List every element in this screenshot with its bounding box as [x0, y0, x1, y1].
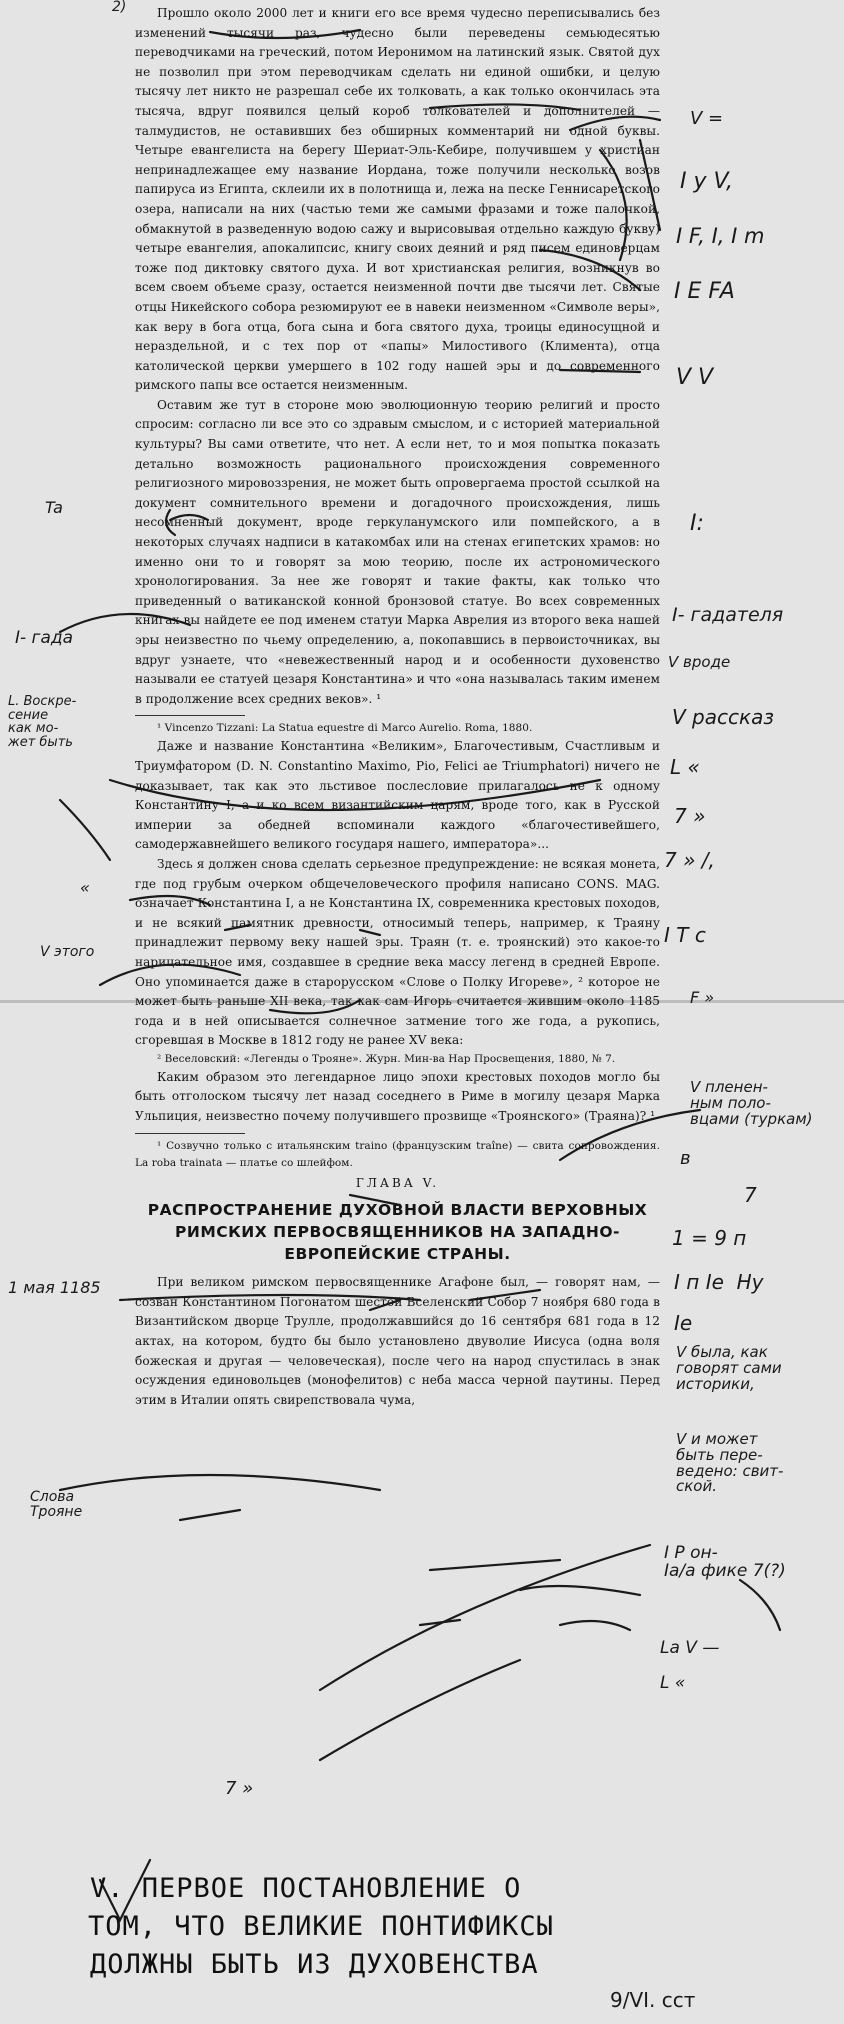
- margin-note-vv: V V: [676, 365, 714, 390]
- ink-stroke-23: [560, 1621, 630, 1630]
- ink-stroke-21: [320, 1660, 520, 1760]
- ink-arrow-1: [570, 117, 660, 130]
- chapter-number: ГЛАВА V.: [355, 1175, 440, 1190]
- margin-note-byla: V была, как говорят сами историки,: [676, 1343, 782, 1393]
- margin-note-v: V =: [690, 108, 724, 129]
- margin-note-mozhet: V и может быть пере- ведено: свит- ской.: [676, 1430, 784, 1496]
- margin-note-f: I F, I, I m: [676, 224, 765, 248]
- footer-line-3: ДОЛЖНЫ БЫТЬ ИЗ ДУХОВЕНСТВА: [90, 1949, 539, 1980]
- ink-stroke-7: [166, 510, 175, 535]
- margin-note-rasskaz: V рассказ: [672, 705, 774, 729]
- paragraph-2: Оставим же тут в стороне мою эволюционную теорию религий и просто спросим: согласно ли все это со здравым смыслом, и с историей материальной культуры? Вы сами ответите, что нет. А если нет, то и моя попытка показать детально возможность рационального происхождения современного религиозного мировоззрения, не может быть опровергаема простой ссылкой на документ сомнительного времени и догадочного происхождения, лишь несомненный документ, вроде геркуланумского или помпейского, а в некоторых случаях надписи в катакомбах или на стенах египетских храмов: но именно они то и говорят за мою теорию, после их астрономического хронологирования. За нее же говорят и такие факты, как только что приведенный о ватиканской конной бронзовой статуе. Во всех современных книгах вы найдете ее под именем статуи Марка Аврелия из второго века нашей эры неизвестно по чьему определению, а, покопавшись в первоисточниках, вы вдруг узнаете, что «невежественный народ и и особенности духовенство называли ее статуей цезаря Константина» и что «она называлась таким именем в продолжение всех средних веков». ¹: [135, 397, 660, 706]
- ink-stroke-9: [130, 896, 210, 905]
- footnote-2: ² Веселовский: «Легенды о Трояне». Журн. Мин-ва Нар Просвещения, 1880, № 7.: [157, 1052, 616, 1065]
- ink-stroke-2: [640, 140, 660, 230]
- ink-stroke-4: [540, 250, 640, 290]
- footer-signature: 9/VI. сст: [610, 1988, 696, 2012]
- margin-note-v2: в: [680, 1148, 691, 1169]
- margin-note-7: 7 »: [674, 804, 706, 828]
- margin-note-iyv: I y V,: [680, 169, 734, 194]
- margin-note-colon: I:: [690, 511, 704, 536]
- margin-note-bottom-7: 7 »: [225, 1778, 254, 1799]
- margin-note-vrode: V вроде: [668, 653, 731, 671]
- chapter-paragraph: При великом римском первосвященнике Агафоне был, — говорят нам, — созван Константином Погонатом шестой Вселенский Собор 7 ноября 680 года в Византийском дворце Трулле, продолжавшийся до 16 сентября 681 года в 12 актах, на котором, будто бы было установлено двуволие Иисуса (одна воля божеская и другая — человеческая), после чего на народ спустилась в знак осуждения единовольцев (монофелитов) с неба масса черной паутины. Перед этим в Италии опять свирепствовала чума,: [135, 1275, 660, 1407]
- margin-note-l2: L «: [660, 1673, 686, 1693]
- ink-stroke-8: [60, 800, 110, 860]
- footnote-1: ¹ Vincenzo Tizzani: La Statua equestre di Marco Aurelio. Roma, 1880.: [157, 722, 533, 735]
- margin-note-etogo: V этого: [40, 944, 95, 960]
- ink-stroke-14: [350, 1195, 400, 1205]
- ink-stroke-19: [520, 1586, 640, 1595]
- margin-note-ie: Ie: [674, 1311, 693, 1335]
- paragraph-1: Прошло около 2000 лет и книги его все время чудесно переписывались без изменений тысячи раз, чудесно были переведены семьюдесятью переводчиками на греческий, потом Иеронимом на латинский язык. Святой дух не позволил при этом переводчикам сделать ни единой ошибки, и целую тысячу лет никто не разрешал себе их толковать, а как только окончилась эта тысяча, вдруг появился целый короб толкователей и дополнителей — талмудистов, не оставивших без обширных комментарий ни одной буквы. Четыре евангелиста на берегу Шериат-Эль-Кебире, получившем у христиан непринадлежащее ему название Иордана, тоже получили несколько возов папируса из Египта, склеили их в полотнища и, лежа на песке Геннисаретского озера, написали на них (частью теми же самыми фразами и тоже палочкой, обмакнутой в разведенную водою сажу и вырисовывая отдельно каждую букву) четыре евангелия, апокалипсис, книгу своих деяний и ряд писем единоверцам тоже под диктовку святого духа. И вот христианская религия, возникнув во всем своем объеме сразу, остается неизменной почти две тысячи лет. Святые отцы Никейского собора резюмируют ее в навеки неизменном «Символе веры», как веру в бога отца, бога сына и бога святого духа, троицы единосущной и нераздельной, и с тех пор от «папы» Милостивого (Климента), отца католической церкви умершего в 102 году нашей эры и до современного римского папы все остается неизменным.: [135, 6, 660, 393]
- margin-note-7c: 7: [744, 1183, 757, 1207]
- footer-line-1: V. ПЕРВОЕ ПОСТАНОВЛЕНИЕ О: [90, 1873, 522, 1904]
- margin-note-efa: I E FA: [674, 279, 735, 304]
- paragraph-3: Даже и название Константина «Великим», Благочестивым, Счастливым и Триумфатором (D. N. Constantino Maximo, Pio, Felici ae Triumphatori) ничего не доказывает, так как это льстивое послесловие прилагалось не к одному Константину I, а и ко всем византийским царям, вроде того, как в Русской империи за обедней вспоминали каждого «благочестивейшего, самодержавнейшего великого государя нашего, императора»...: [135, 739, 660, 852]
- ink-stroke-15: [470, 1290, 540, 1300]
- margin-note-plenen: V пленен- ным поло- вцами (туркам): [690, 1078, 813, 1128]
- ink-underline-2: [430, 104, 580, 110]
- margin-note-tc: I T c: [664, 923, 706, 947]
- margin-note-date: 1 мая 1185: [8, 1278, 101, 1297]
- handwritten-footer: [90, 1870, 770, 1984]
- footer-line-2: ТОМ, ЧТО ВЕЛИКИЕ ПОНТИФИКСЫ: [88, 1911, 554, 1942]
- ink-underline-1: [210, 30, 360, 38]
- margin-note-la: La V —: [660, 1638, 720, 1658]
- paragraph-5: Каким образом это легендарное лицо эпохи крестовых походов могло бы быть отголоском тысячу лет назад соседнего в Риме в могилу цезаря Марка Ульпиция, неизвестно почему получившего прозвище «Троянского» (Траяна)? ¹: [135, 1069, 660, 1124]
- margin-note-pontifike: I P он- Ia/a фике 7(?): [664, 1543, 786, 1581]
- margin-note-voskresenie: L. Воскре- сение как мо- жет быть: [8, 694, 77, 750]
- ink-stroke-12: [100, 965, 240, 985]
- margin-note-ta: Ta: [45, 498, 63, 517]
- top-mark: 2): [112, 0, 127, 15]
- ink-line-slovo: [60, 1475, 380, 1490]
- margin-note-f2: F »: [690, 988, 715, 1007]
- margin-note-7b: 7 » /,: [664, 848, 715, 872]
- margin-note-l: L «: [670, 755, 700, 779]
- paragraph-4: Здесь я должен снова сделать серьезное предупреждение: не всякая монета, где под грубым очерком общечеловеческого профиля написано CONS. MAG. означает Константина I, а не Константина IX, современника крестовых походов, и не всякий памятник древности, относимый теперь, например, к Траяну принадлежит первому веку нашей эры. Траян (т. е. троянский) это какое-то нарицательное имя, создавшее в средние века массу легенд в средней Европе. Оно упоминается даже в старорусском «Слове о Полку Игореве», ² которое не может быть раньше XII века, так как сам Игорь считается жившим около 1185 года и в ней описывается солнечное затмение того же года, а рукопись, сгоревшая в Москве в 1812 году не ранее XV века:: [135, 856, 660, 1048]
- ink-stroke-13: [270, 1000, 360, 1013]
- ink-line-date: [120, 1295, 420, 1300]
- margin-note-1e: I п Ie Ну: [674, 1270, 764, 1294]
- margin-note-gada: I- гада: [15, 628, 74, 648]
- ink-stroke-11: [360, 930, 380, 935]
- ink-stroke-3: [600, 150, 627, 260]
- ink-line-plenen: [560, 1110, 700, 1160]
- chapter-title: РАСПРОСТРАНЕНИЕ ДУХОВНОЙ ВЛАСТИ ВЕРХОВНЫХ РИМСКИХ ПЕРВОСВЯЩЕННИКОВ НА ЗАПАДНО-ЕВРОПЕЙСКИЕ СТРАНЫ.: [147, 1201, 648, 1264]
- margin-note-quote: «: [80, 878, 90, 897]
- margin-note-9p: 1 = 9 п: [672, 1226, 747, 1250]
- ink-line-quote: [110, 780, 600, 810]
- ink-stroke-18: [430, 1560, 560, 1570]
- ink-stroke-10: [225, 925, 250, 930]
- margin-note-slovo: Слова Трояне: [30, 1489, 83, 1520]
- ink-stroke-5: [560, 370, 640, 372]
- ink-line-gada: [60, 614, 190, 632]
- ink-stroke-6: [170, 515, 208, 520]
- footnote-3: ¹ Созвучно только с итальянским traino (французским traîne) — свита сопровождения. La roba trainata — платье со шлейфом.: [135, 1139, 660, 1169]
- ink-stroke-16: [370, 1300, 400, 1310]
- ink-stroke-17: [180, 1510, 240, 1520]
- margin-note-gadatelya: I- гадателя: [672, 604, 784, 626]
- ink-stroke-24: [740, 1580, 780, 1630]
